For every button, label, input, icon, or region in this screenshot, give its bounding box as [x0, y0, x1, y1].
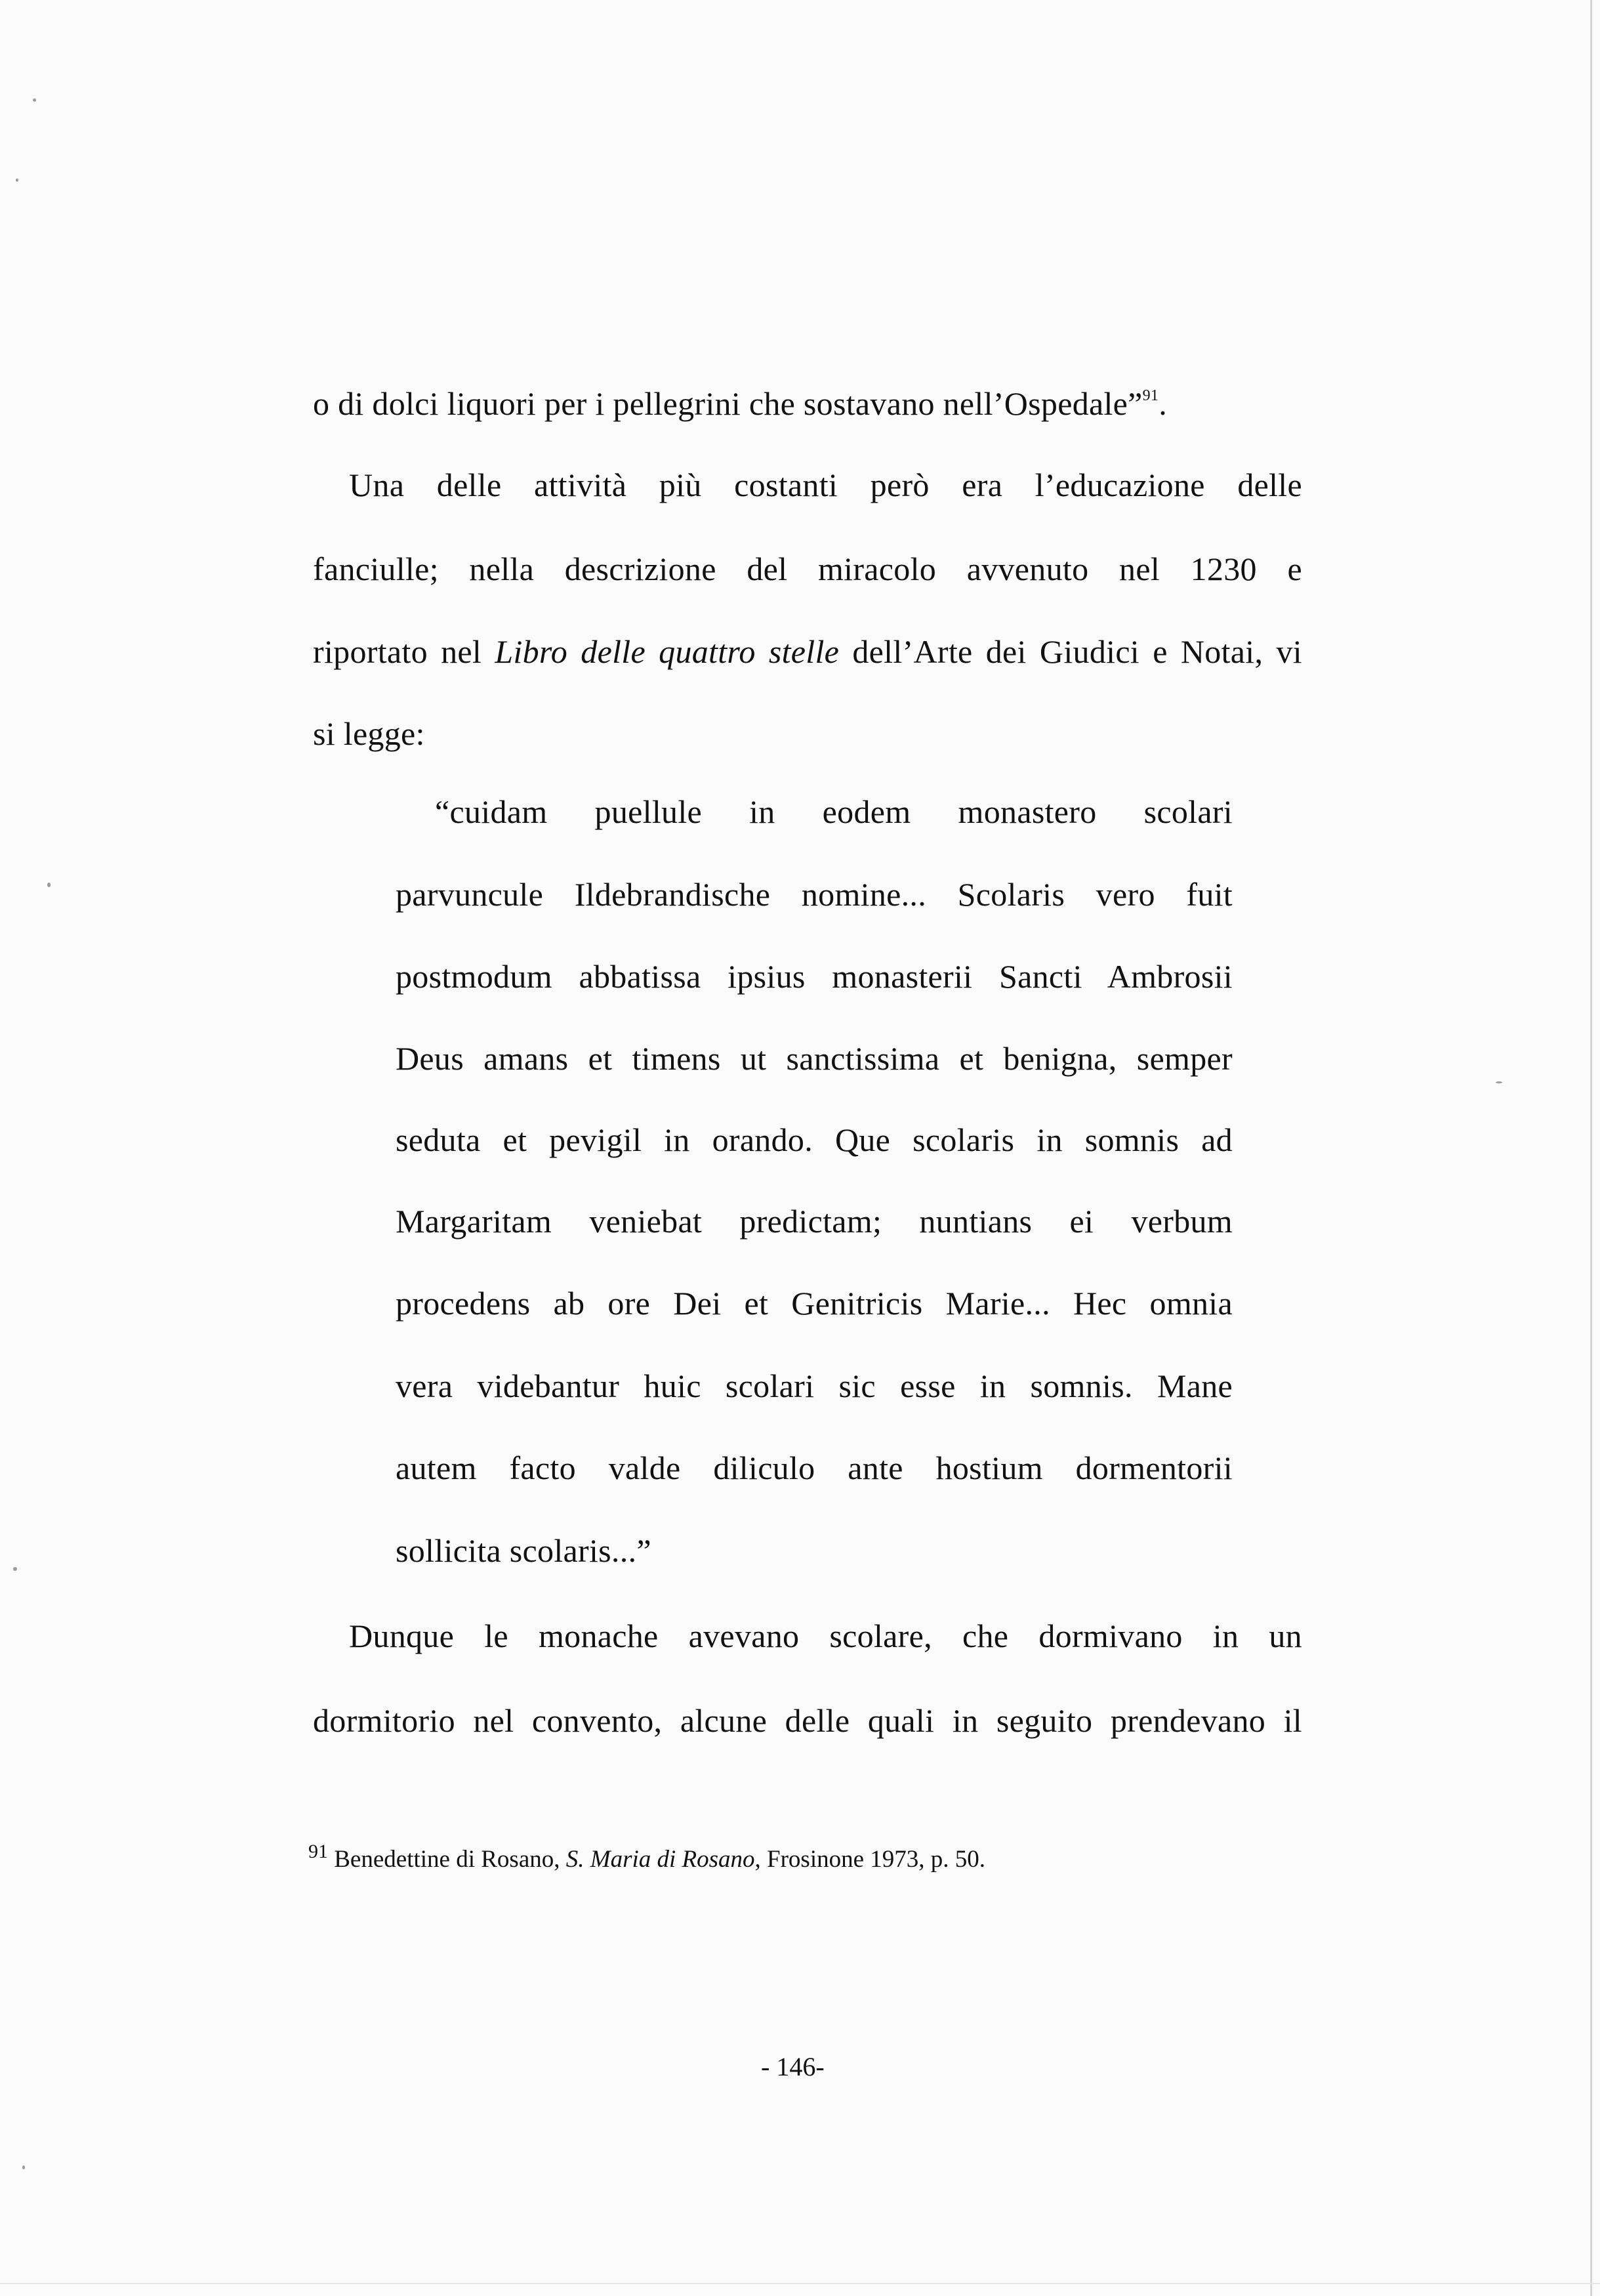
- footnote: [308, 1841, 986, 1873]
- paragraph-line: Dunque le monache avevano scolare, che dormivano in un: [349, 1618, 1302, 1654]
- footnote-reference: 91: [1142, 387, 1159, 404]
- text-line-end: .: [1159, 385, 1168, 422]
- text-line-content: o di dolci liquori per i pellegrini che sostavano nell’Ospedale”: [313, 385, 1143, 422]
- page-bottom-edge: [0, 2283, 1600, 2284]
- book-title: Libro delle quattro stelle: [495, 633, 840, 670]
- scan-speck: [1496, 1081, 1502, 1083]
- quote-line: postmodum abbatissa ipsius monasterii Sancti Ambrosii: [396, 958, 1233, 995]
- scan-speck: [13, 1567, 17, 1571]
- quote-line: vera videbantur huic scolari sic esse in somnis. Mane: [396, 1367, 1233, 1404]
- paragraph-line-text: riportato nel: [313, 633, 495, 670]
- footnote-author: Benedettine di Rosano,: [328, 1846, 566, 1873]
- paragraph-line: [313, 635, 1302, 668]
- quote-line: sollicita scolaris...”: [396, 1532, 651, 1569]
- paragraph-line: dormitorio nel convento, alcune delle quali in seguito prendevano il: [313, 1702, 1302, 1739]
- quote-line: “cuidam puellule in eodem monastero scolari: [435, 793, 1233, 830]
- scan-speck: [47, 883, 51, 887]
- quote-line: autem facto valde diliculo ante hostium dormentorii: [396, 1450, 1233, 1486]
- quote-line: seduta et pevigil in orando. Que scolaris in somnis ad: [396, 1121, 1233, 1158]
- quote-line: parvuncule Ildebrandische nomine... Scolaris vero fuit: [396, 876, 1233, 913]
- footnote-number: 91: [308, 1841, 328, 1862]
- paragraph-line: fanciulle; nella descrizione del miracolo avvenuto nel 1230 e: [313, 551, 1302, 587]
- paragraph-line-text: dell’Arte dei Giudici e Notai, vi: [839, 633, 1302, 670]
- quote-line: Margaritam veniebat predictam; nuntians ei verbum: [396, 1203, 1233, 1240]
- scan-speck: [22, 2165, 25, 2169]
- page-edge: [1590, 0, 1592, 2296]
- quote-line: procedens ab ore Dei et Genitricis Marie... Hec omnia: [396, 1285, 1233, 1322]
- footnote-details: , Frosinone 1973, p. 50.: [754, 1846, 986, 1873]
- text-line: [313, 387, 1302, 420]
- paragraph-line: Una delle attività più costanti però era l’educazione delle: [349, 467, 1302, 503]
- paragraph-line: si legge:: [313, 715, 425, 752]
- quote-line: Deus amans et timens ut sanctissima et benigna, semper: [396, 1040, 1233, 1077]
- scan-speck: [33, 98, 36, 102]
- scan-speck: [16, 178, 18, 182]
- footnote-title: S. Maria di Rosano: [565, 1846, 755, 1873]
- page-number: - 146-: [761, 2052, 825, 2081]
